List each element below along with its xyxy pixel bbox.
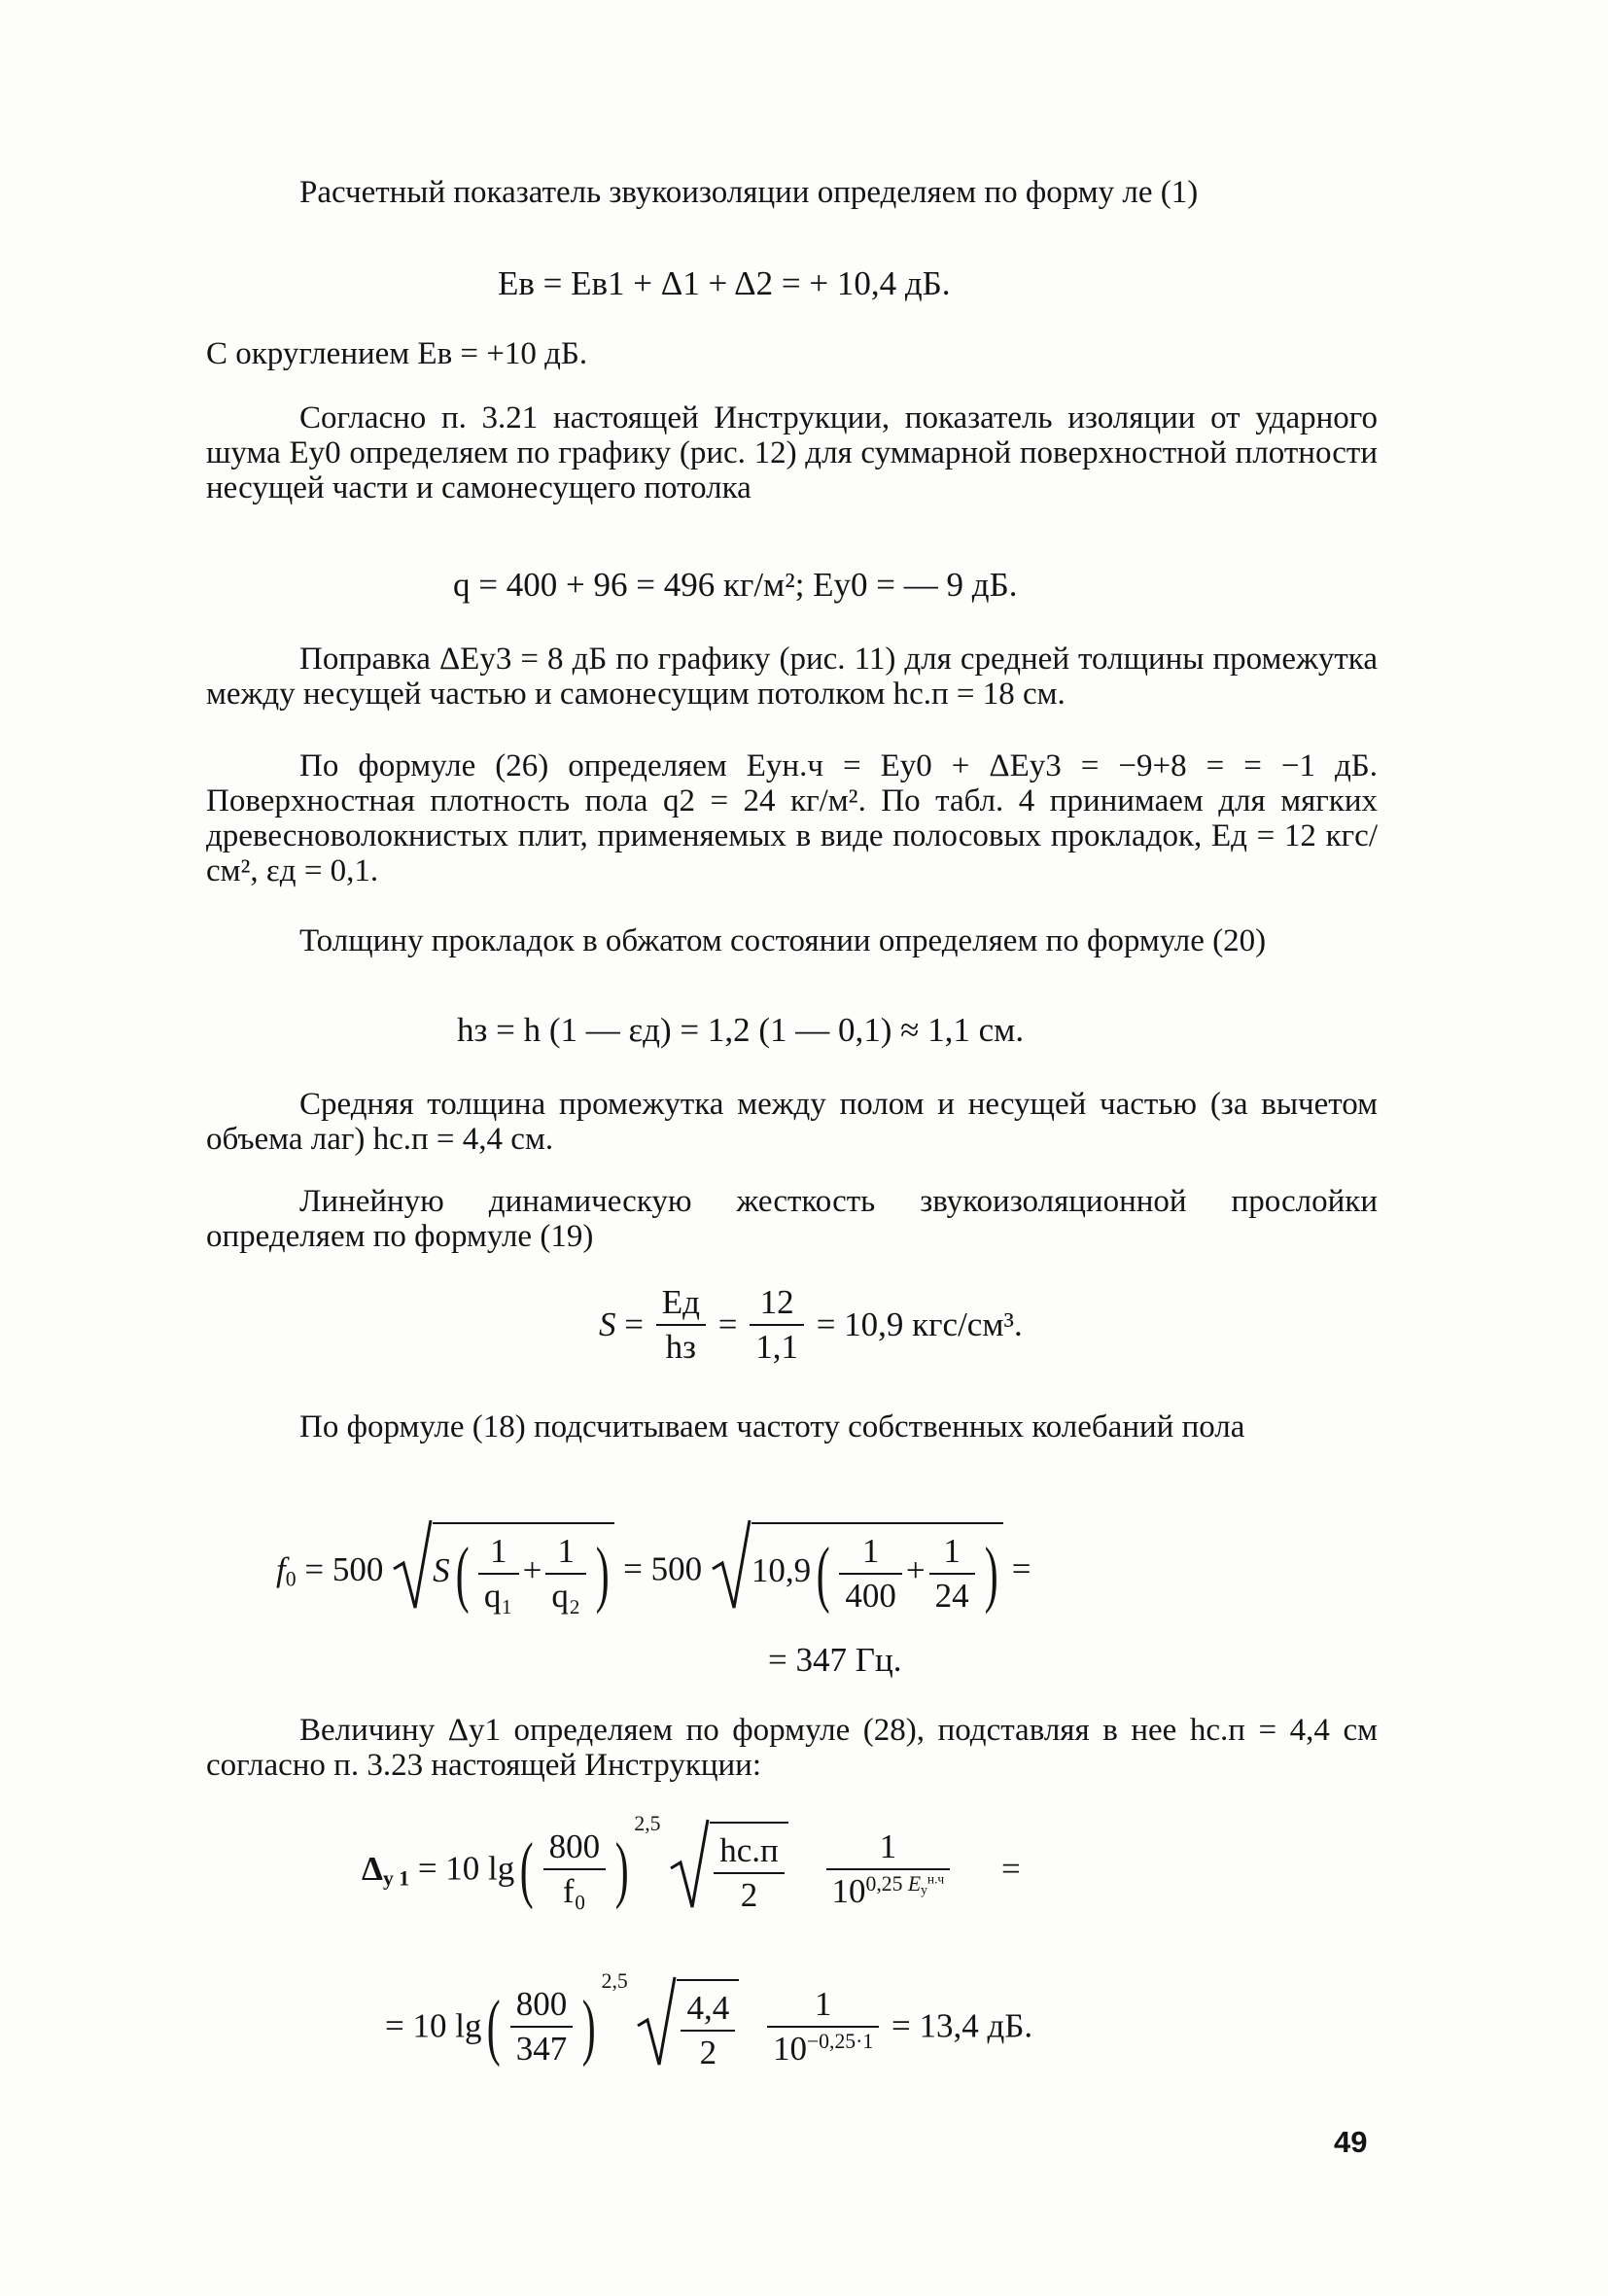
fraction-den: hз xyxy=(665,1328,696,1366)
page-number: 49 xyxy=(1334,2125,1368,2159)
equation-ev xyxy=(498,264,951,303)
sqrt-symbol xyxy=(711,1518,752,1620)
fraction-den: 347 xyxy=(515,2029,568,2068)
fraction-1-q2 xyxy=(545,1530,586,1618)
f0-equals: = xyxy=(1011,1549,1031,1588)
fraction-num: 1 xyxy=(478,1530,519,1575)
fraction-num: 1 xyxy=(839,1530,902,1575)
sqrt-symbol xyxy=(669,1818,710,1920)
paragraph-10 xyxy=(206,1713,1378,1783)
sqrt-body-4 xyxy=(677,1979,739,2074)
equation-ev-text: Eв = Eв1 + Δ1 + Δ2 = + 10,4 дБ. xyxy=(498,264,951,302)
paragraph-7 xyxy=(206,1087,1378,1157)
paragraph-3 xyxy=(206,400,1378,505)
fraction-den: $10^{0,25 E_у^{н.ч}}$ xyxy=(831,1871,945,1910)
equation-hz-text: hз = h (1 — εд) = 1,2 (1 — 0,1) ≈ 1,1 см. xyxy=(457,1011,1025,1049)
exponent: 2,5 xyxy=(601,1968,628,1993)
fraction-ed-hz xyxy=(656,1281,706,1369)
fraction-44-2 xyxy=(681,1987,735,2074)
fraction-num: Eд xyxy=(656,1281,706,1326)
fraction-den: q₁ xyxy=(483,1576,513,1615)
fraction-1-10pow xyxy=(826,1826,951,1913)
equation-hz xyxy=(457,1011,1024,1050)
fraction-num: 1 xyxy=(929,1530,975,1575)
fraction-num: hс.п xyxy=(714,1829,785,1874)
f0-result-text: = 347 Гц. xyxy=(768,1641,902,1679)
fraction-num: 800 xyxy=(510,1983,574,2028)
fraction-hcp-2 xyxy=(714,1829,785,1917)
equation-s xyxy=(599,1281,1023,1369)
fraction-num: 800 xyxy=(543,1826,607,1870)
fraction-den: 2 xyxy=(740,1875,758,1914)
fraction-800-f0 xyxy=(543,1826,607,1913)
paragraph-6 xyxy=(206,923,1378,958)
paragraph-5-text: По формуле (26) определяем Eун.ч = Eу0 + ΔEу3 = −9+8 = = −1 дБ. Поверхностная плотность пола q2 = 24 кг/м². По табл. 4 принимаем для мягких древесноволокнистых плит, применяемых в виде полосовых прокладок, Eд = 12 кгс/см², εд = 0,1. xyxy=(206,748,1378,888)
paragraph-9-text: По формуле (18) подсчитываем частоту собственных колебаний пола xyxy=(299,1409,1245,1444)
fraction-den: 1,1 xyxy=(755,1328,798,1366)
paragraph-7-text: Средняя толщина промежутка между полом и несущей частью (за вычетом объема лаг) hс.п = 4,4 см. xyxy=(206,1087,1378,1157)
paragraph-1-text: Расчетный показатель звукоизоляции определяем по форму ле (1) xyxy=(299,175,1199,210)
exponent: 2,5 xyxy=(634,1811,661,1835)
dy1-result: = 13,4 дБ. xyxy=(891,2006,1033,2045)
f0-lhs: $f_0 = 500$ xyxy=(276,1549,384,1590)
fraction-1-10pow-numeric xyxy=(767,1983,879,2070)
paragraph-2-text: С округлением Eв = +10 дБ. xyxy=(206,336,588,371)
fraction-den: $10^{-0,25\cdot 1}$ xyxy=(772,2029,874,2068)
fraction-den: 2 xyxy=(699,2033,717,2071)
sqrt-body-1: S( $\frac{1}{\text{q₁}}$ + $\frac{1}{\text{q₂}}$ ) xyxy=(433,1522,614,1618)
equation-dy1: $\Delta_{у 1} = 10$ lg( $\frac{800}{\text{f₀}}$ )$^{2,5}$ $\frac{hс.п}{2}$ $\frac{1}{10^{0,25 E_у^{н.ч}}}$ = xyxy=(362,1818,1021,1920)
paragraph-3-text: Согласно п. 3.21 настоящей Инструкции, показатель изоляции от ударного шума Eу0 определяем по графику (рис. 12) для суммарной поверхностной плотности несущей части и самонесущего потолка xyxy=(206,400,1378,505)
fraction-num: 1 xyxy=(767,1983,879,2028)
fraction-num: 12 xyxy=(750,1281,804,1326)
sqrt-symbol xyxy=(636,1975,677,2077)
dy1-equals: = xyxy=(1000,1849,1021,1888)
paragraph-2 xyxy=(206,336,1378,371)
paragraph-8-text: Линейную динамическую жесткость звукоизоляционной прослойки определяем по формуле (19) xyxy=(206,1184,1378,1254)
dy1-num-lhs: = 10 lg xyxy=(385,2006,482,2045)
fraction-1-24 xyxy=(929,1530,975,1618)
sqrt-symbol xyxy=(392,1518,433,1620)
fraction-den: 400 xyxy=(845,1576,896,1615)
equation-f0-result xyxy=(768,1641,901,1680)
fraction-den: 24 xyxy=(934,1576,969,1615)
paragraph-10-text: Величину Δу1 определяем по формуле (28), подставляя в нее hс.п = 4,4 см согласно п. 3.23 настоящей Инструкции: xyxy=(206,1713,1378,1783)
fraction-num: 1 xyxy=(826,1826,951,1870)
equation-s-result: = 10,9 кгс/см³. xyxy=(816,1305,1023,1343)
f0-mid: = 500 xyxy=(623,1549,703,1588)
paragraph-9 xyxy=(206,1409,1378,1444)
sqrt-body-3 xyxy=(710,1822,788,1917)
fraction-800-347 xyxy=(510,1983,574,2070)
dy1-lhs: $\Delta_{у 1} = 10$ lg xyxy=(362,1849,515,1890)
paragraph-1 xyxy=(206,175,1378,210)
fraction-1-400 xyxy=(839,1530,902,1618)
paragraph-6-text: Толщину прокладок в обжатом состоянии определяем по формуле (20) xyxy=(299,923,1267,958)
paragraph-4 xyxy=(206,642,1378,712)
fraction-num: 1 xyxy=(545,1530,586,1575)
sqrt-body-2: 10,9( $\frac{1}{400}$ + $\frac{1}{24}$ ) xyxy=(752,1522,1003,1618)
paragraph-4-text: Поправка ΔEу3 = 8 дБ по графику (рис. 11) для средней толщины промежутка между несущей частью и самонесущим потолком hс.п = 18 см. xyxy=(206,642,1378,712)
paragraph-8 xyxy=(206,1184,1378,1254)
equation-f0 xyxy=(276,1518,1031,1620)
equation-s-lhs: S = xyxy=(599,1305,644,1343)
equation-q-text: q = 400 + 96 = 496 кг/м²; Eу0 = — 9 дБ. xyxy=(453,566,1018,604)
equation-dy1-numeric: = 10 lg( $\frac{800}{347}$ )$^{2,5}$ $\frac{4,4}{2}$ $\frac{1}{10^{-0,25\cdot 1}}$ = 13,4 дБ. xyxy=(385,1975,1032,2077)
fraction-den: f₀ xyxy=(562,1871,586,1910)
equals-sign: = xyxy=(717,1305,738,1343)
fraction-num: 4,4 xyxy=(681,1987,735,2032)
fraction-den: q₂ xyxy=(551,1576,581,1615)
equation-q xyxy=(453,566,1017,605)
fraction-12-11 xyxy=(750,1281,804,1369)
fraction-1-q1 xyxy=(478,1530,519,1618)
paragraph-5 xyxy=(206,748,1378,888)
